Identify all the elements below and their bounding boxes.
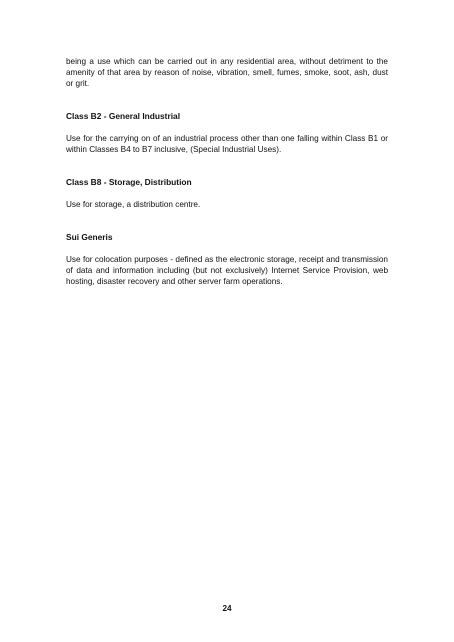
section-body-sui-generis: Use for colocation purposes - defined as the electronic storage, receipt and transmission of data and information including (but not exclusively) Internet Service Provision, web hosting, disaster recovery and other server farm operations. — [66, 255, 388, 286]
section-heading-sui-generis: Sui Generis — [66, 232, 113, 242]
section-heading-class-b2: Class B2 - General Industrial — [66, 111, 181, 121]
section-spacer — [66, 210, 388, 232]
heading-spacer — [66, 188, 388, 199]
page-number: 24 — [222, 604, 232, 613]
section-spacer — [66, 155, 388, 177]
section-body-class-b2: Use for the carrying on of an industrial process other than one falling within Class B1 or within Classes B4 to B7 inclusive, (Special Industrial Uses). — [66, 134, 388, 154]
section-spacer — [66, 89, 388, 111]
intro-paragraph: being a use which can be carried out in any residential area, without detriment to the amenity of that area by reason of noise, vibration, smell, fumes, smoke, soot, ash, dust or grit. — [66, 57, 388, 88]
heading-spacer — [66, 122, 388, 133]
page-content — [66, 56, 388, 287]
section-heading-class-b8: Class B8 - Storage, Distribution — [66, 177, 192, 187]
heading-spacer — [66, 243, 388, 254]
section-body-class-b8: Use for storage, a distribution centre. — [66, 200, 201, 209]
